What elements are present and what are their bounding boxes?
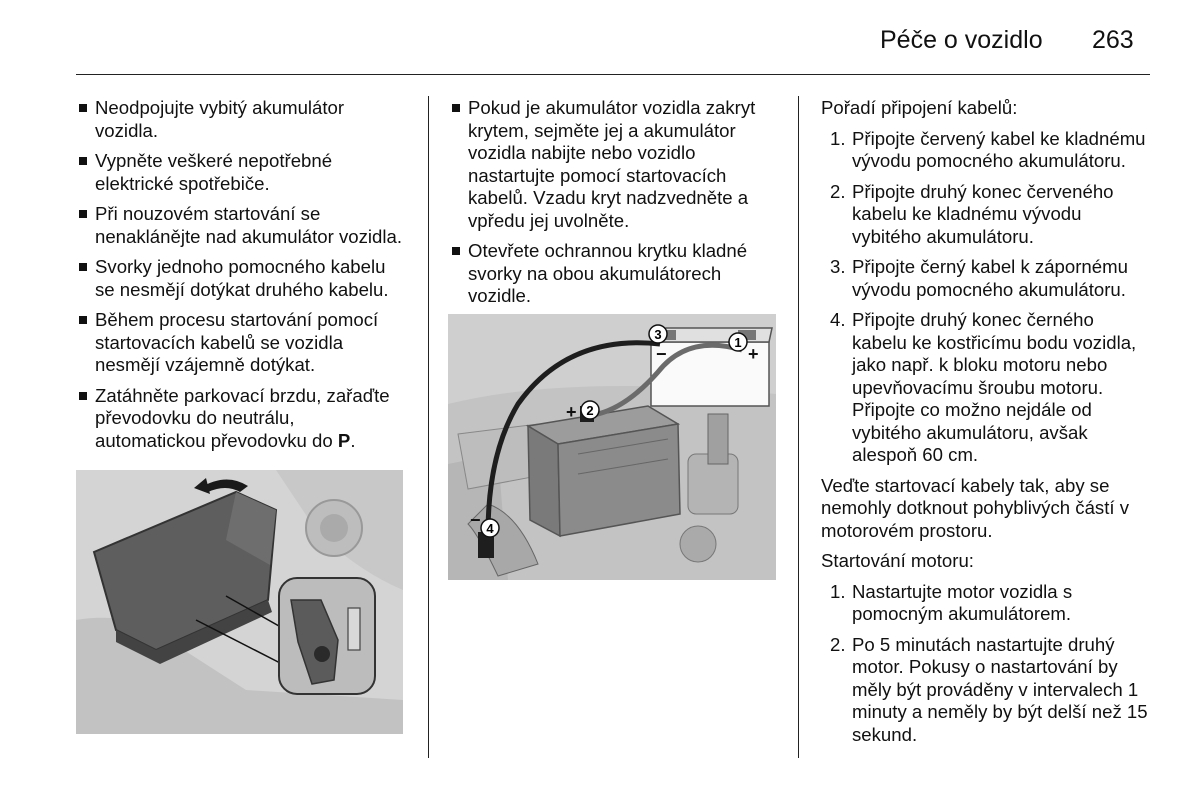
callout-2: 2 — [586, 403, 594, 418]
list-item: Neodpojujte vybitý akumulátor vozidla. — [76, 97, 406, 142]
callout-3: 3 — [654, 327, 662, 342]
battery-cover-drawing — [76, 470, 403, 734]
list-item: 4. Připojte druhý konec černého kabelu ke kostřicímu bodu vozidla, jako např. k bloku motoru nebo upevňovacímu šroubu motoru. Připojte co možno nejdále od vybitého akumulátoru, avšak alespoň 60 cm. — [830, 309, 1137, 465]
list-item: 3. Připojte černý kabel k zápornému vývodu pomocného akumulátoru. — [830, 256, 1128, 300]
list-item: 2. Připojte druhý konec červeného kabelu ke kladnému vývodu vybitého akumulátoru. — [830, 180, 1114, 247]
start-heading: Startování motoru: — [821, 550, 974, 571]
callout-1: 1 — [734, 335, 742, 350]
connection-steps-list — [821, 128, 1151, 467]
start-steps-list — [821, 581, 1151, 747]
jump-start-illustration — [448, 314, 776, 580]
list-item: Vypněte veškeré nepotřebné elektrické spotřebiče. — [76, 150, 406, 195]
column-2 — [449, 97, 781, 316]
minus-sign-assist: − — [656, 344, 667, 364]
plus-sign-assist: + — [748, 344, 759, 364]
column-3 — [821, 97, 1151, 754]
column-divider-left — [428, 96, 429, 758]
column-1 — [76, 97, 406, 460]
jump-start-drawing — [448, 314, 776, 580]
list-item: Otevřete ochrannou krytku kladné svorky na obou akumulátorech vozidle. — [449, 240, 781, 308]
list-item: Během procesu startování pomocí startovacích kabelů se vozidla nesmějí vzájemně dotýkat. — [76, 309, 406, 377]
list-item: Svorky jednoho pomocného kabelu se nesmějí dotýkat druhého kabelu. — [76, 256, 406, 301]
column-divider-right — [798, 96, 799, 758]
battery-preparation-list — [449, 97, 781, 308]
plus-sign-discharged: + — [566, 402, 577, 422]
list-item: Pokud je akumulátor vozidla zakryt krytem, sejměte jej a akumulátor vozidla nabijte nebo vozidlo nastartujte pomocí startovacích kabelů. Vzadu kryt nadzvedněte a vpředu jej uvolněte. — [449, 97, 781, 232]
page-header-title: Péče o vozidlo — [880, 26, 1043, 54]
list-item: Při nouzovém startování se nenaklánějte nad akumulátor vozidla. — [76, 203, 406, 248]
cable-routing-note: Veďte startovací kabely tak, aby se nemohly dotknout pohyblivých částí v motorovém prostoru. — [821, 474, 1129, 541]
page-number: 263 — [1092, 26, 1134, 54]
header-rule — [76, 74, 1150, 75]
gear-position-p: P — [337, 429, 351, 451]
list-item: 1. Nastartujte motor vozidla s pomocným akumulátorem. — [830, 580, 1073, 624]
callout-4: 4 — [486, 521, 494, 536]
list-item: Zatáhněte parkovací brzdu, zařaďte převodovku do neutrálu, automatickou převodovku do P. — [76, 385, 406, 453]
list-item: 1. Připojte červený kabel ke kladnému vývodu pomocného akumulátoru. — [830, 127, 1146, 171]
battery-cover-illustration — [76, 470, 403, 734]
connection-heading: Pořadí připojení kabelů: — [821, 97, 1018, 118]
minus-sign-ground: − — [470, 510, 481, 530]
precaution-list — [76, 97, 406, 452]
list-item: 2. Po 5 minutách nastartujte druhý motor. Pokusy o nastartování by měly být prováděny v intervalech 1 minuty a neměly by být delší než 15 sekund. — [830, 633, 1148, 745]
